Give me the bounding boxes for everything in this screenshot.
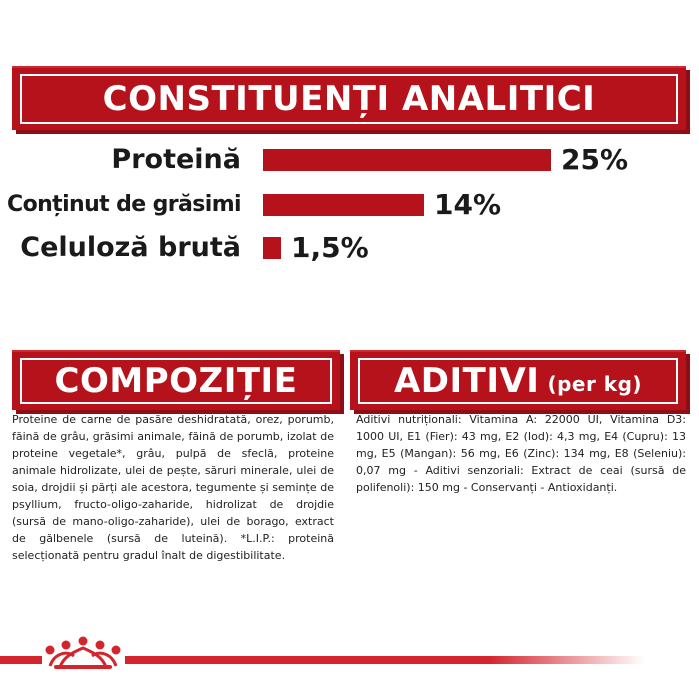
- crown-icon: [44, 636, 122, 672]
- constituent-label: Celuloză brută: [20, 232, 241, 263]
- composition-text: Proteine de carne de pasăre deshidratată, orez, porumb, făină de grâu, grăsimi animale, făină de porumb, izolat de proteine vegetale*, grâu, pulpă de sfeclă, proteine animale hidrolizate, ulei de pește, săruri minerale, ulei de soia, drojdii și părți ale acestora, tegumente și semințe de psyllium, fructo-oligo-zaharide, hidrolizat de drojdie (sursă de mano-oligo-zaharide), ulei de borago, extract de gălbenele (sursă de luteină). *L.I.P.: proteină selecționată pentru gradul înalt de digestibilitate.: [12, 413, 334, 562]
- constituent-label: Conținut de grăsimi: [7, 192, 241, 217]
- constituent-row-fat: [0, 185, 699, 225]
- composition-banner: [12, 350, 340, 410]
- additives-banner: [350, 350, 686, 410]
- constituent-value: 25%: [561, 143, 629, 176]
- footer-line: [125, 656, 645, 664]
- constituent-value: 14%: [434, 188, 502, 221]
- analytical-constituents-banner: [12, 66, 686, 130]
- analytical-constituents-title: CONSTITUENȚI ANALITICI: [20, 74, 678, 124]
- constituent-bar: [263, 149, 551, 171]
- composition-title: COMPOZIȚIE: [20, 358, 332, 404]
- constituent-bar: [263, 194, 424, 216]
- additives-title-wrap: [358, 358, 678, 404]
- constituent-label: Proteină: [111, 144, 241, 175]
- constituent-row-protein: [0, 140, 699, 180]
- constituent-value: 1,5%: [291, 231, 369, 264]
- constituent-row-fiber: [0, 228, 699, 268]
- additives-unit: (per kg): [547, 372, 643, 396]
- additives-title: ADITIVI: [393, 361, 540, 401]
- constituent-bar: [263, 237, 281, 259]
- additives-text: Aditivi nutriționali: Vitamina A: 22000 UI, Vitamina D3: 1000 UI, E1 (Fier): 43 mg, E2 (Iod): 4,3 mg, E4 (Cupru): 13 mg, E5 (Mangan): 56 mg, E6 (Zinc): 134 mg, E8 (Seleniu): 0,07 mg - Aditivi senzoriali: Extract de ceai (sursă de polifenoli): 150 mg - Conservanți - Antioxidanți.: [356, 413, 686, 494]
- footer-line-left: [0, 656, 42, 664]
